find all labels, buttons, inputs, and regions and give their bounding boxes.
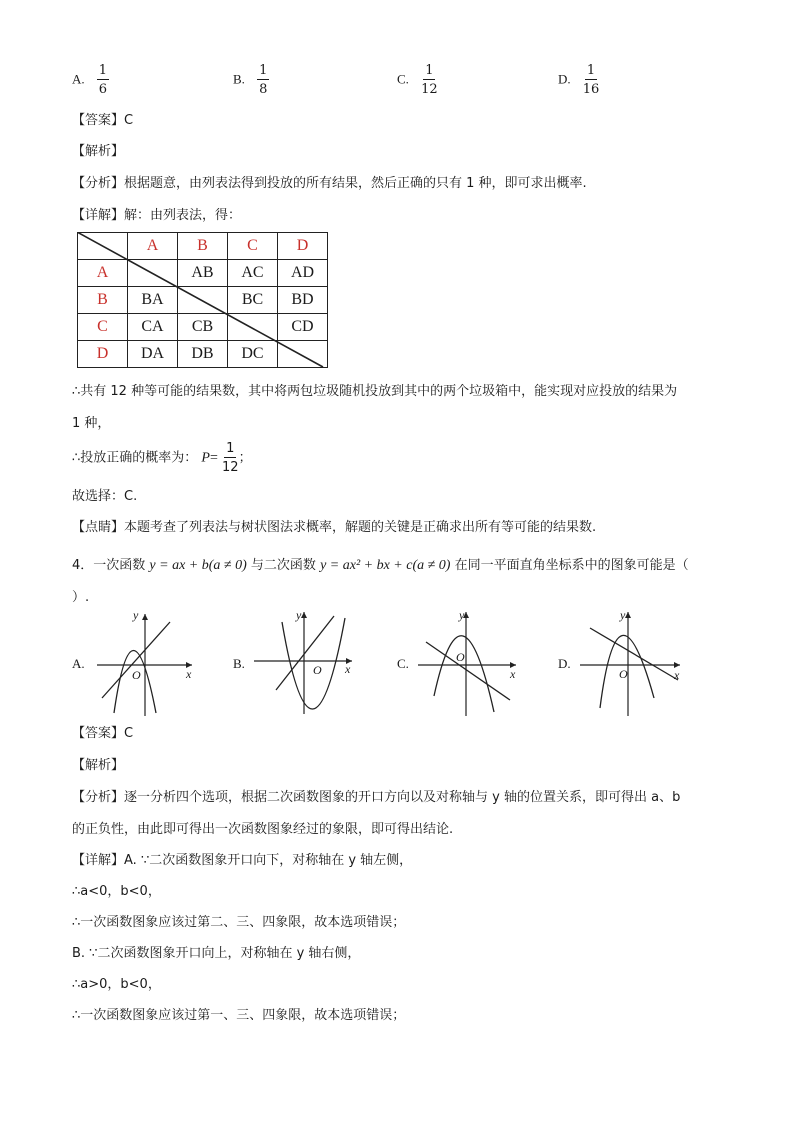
choose-line: 故选择：C.	[72, 489, 138, 504]
row-header: B	[78, 287, 128, 314]
y-axis-label: y	[133, 608, 139, 622]
stem-text: 在同一平面直角坐标系中的图象可能是（	[454, 558, 689, 573]
semicolon: ；	[238, 450, 252, 466]
stem-text: 与二次函数	[250, 558, 316, 573]
detail-label: 【详解】	[72, 853, 125, 868]
origin-label: O	[132, 668, 141, 682]
option-letter: B.	[233, 71, 245, 87]
detail-line: ∴a<0，b<0，	[72, 884, 161, 899]
option-letter: C.	[397, 71, 409, 87]
fenxi-line	[72, 786, 680, 805]
x-axis-label: x	[186, 667, 192, 681]
denominator: 8	[259, 82, 268, 97]
graph-letter-d: D.	[558, 656, 571, 671]
fenxi-label: 【分析】	[72, 790, 125, 805]
graph-letter-c: C.	[397, 656, 409, 671]
detail-line: ∴一次函数图象应该过第二、三、四象限，故本选项错误；	[72, 915, 406, 930]
result-line-2: 1 种，	[72, 416, 111, 431]
answer-label: 【答案】	[72, 726, 125, 741]
row-header: A	[78, 260, 128, 287]
x-axis-label: x	[345, 662, 351, 676]
origin-label: O	[619, 667, 628, 681]
fraction	[97, 64, 109, 96]
detail-line	[72, 849, 412, 868]
answer-label: 【答案】	[72, 113, 125, 128]
equals-sign: =	[209, 450, 218, 466]
row-header: C	[78, 314, 128, 341]
fraction	[421, 64, 438, 96]
fenxi-text: 根据题意，由列表法得到投放的所有结果，然后正确的只有 1 种，即可求出概率.	[124, 176, 587, 191]
denominator: 16	[582, 82, 600, 97]
y-axis-label: y	[296, 608, 302, 622]
numerator: 1	[586, 63, 596, 78]
linear-function: y = ax + b(a ≠ 0)	[149, 558, 247, 573]
stem-text: 4．一次函数	[72, 558, 146, 573]
row-header: D	[78, 341, 128, 368]
numerator: 1	[226, 441, 235, 456]
table-cell: CA	[128, 314, 178, 341]
numerator: 1	[98, 63, 108, 78]
table-cell: DB	[178, 341, 228, 368]
dianjing-line	[72, 516, 596, 535]
origin-label: O	[313, 663, 322, 677]
table-cell: BD	[278, 287, 328, 314]
origin-label: O	[456, 650, 465, 664]
graph-d	[578, 608, 688, 718]
denominator: 6	[98, 82, 108, 97]
answer-line	[72, 722, 133, 741]
fenxi-line	[72, 172, 587, 191]
option-a	[72, 64, 109, 96]
probability-symbol: P	[201, 450, 210, 466]
denominator: 12	[421, 82, 438, 97]
numerator: 1	[425, 63, 434, 78]
x-axis-label: x	[674, 668, 680, 682]
stem-close: ）.	[72, 590, 90, 605]
table-cell: CB	[178, 314, 228, 341]
answer-value: C	[124, 113, 134, 128]
quadratic-function: y = ax² + bx + c(a ≠ 0)	[320, 558, 451, 573]
detail-line	[72, 204, 241, 223]
table-diagonal	[77, 232, 325, 368]
table-cell: CD	[278, 314, 328, 341]
y-axis-label: y	[459, 608, 465, 622]
dianjing-text: 本题考查了列表法与树状图法求概率，解题的关键是正确求出所有等可能的结果数.	[124, 520, 597, 535]
x-axis-label: x	[510, 667, 516, 681]
option-c	[397, 64, 438, 96]
graph-c	[416, 608, 526, 718]
fraction	[583, 64, 600, 96]
denominator: 12	[222, 460, 239, 475]
probability-fraction	[222, 442, 239, 474]
table-cell: DA	[128, 341, 178, 368]
graph-letter-a: A.	[72, 656, 85, 671]
detail-label: 【详解】	[72, 208, 125, 223]
answer-line	[72, 109, 133, 128]
option-letter: A.	[72, 71, 85, 87]
y-axis-label: y	[620, 608, 626, 622]
question4-stem	[72, 554, 689, 574]
column-header: A	[128, 233, 178, 260]
fenxi-label: 【分析】	[72, 176, 125, 191]
column-header: C	[228, 233, 278, 260]
dianjing-label: 【点睛】	[72, 520, 125, 535]
probability-prefix: ∴投放正确的概率为：	[72, 450, 198, 466]
answer-value: C	[124, 726, 134, 741]
table-cell: AC	[228, 260, 278, 287]
option-letter: D.	[558, 71, 571, 87]
option-d	[558, 64, 599, 96]
table-cell: AB	[178, 260, 228, 287]
detail-line: ∴a>0，b<0，	[72, 977, 161, 992]
detail-line: B. ∵二次函数图象开口向上，对称轴在 y 轴右侧，	[72, 946, 361, 961]
table-cell: DC	[228, 341, 278, 368]
option-b	[233, 64, 269, 96]
probability-line	[72, 442, 252, 474]
fenxi-text: 逐一分析四个选项，根据二次函数图象的开口方向以及对称轴与 y 轴的位置关系，即可得出 a、b	[124, 790, 681, 805]
detail-text: 解：由列表法，得：	[124, 208, 242, 223]
detail-text: A. ∵二次函数图象开口向下，对称轴在 y 轴左侧，	[124, 853, 413, 868]
table-cell: BC	[228, 287, 278, 314]
analysis-label: 【解析】	[72, 144, 125, 159]
table-cell: BA	[128, 287, 178, 314]
fraction	[257, 64, 269, 96]
analysis-label: 【解析】	[72, 758, 125, 773]
column-header: D	[278, 233, 328, 260]
table-cell: AD	[278, 260, 328, 287]
graph-a	[92, 608, 202, 718]
result-line-1: ∴共有 12 种等可能的结果数，其中将两包垃圾随机投放到其中的两个垃圾箱中，能实现对应投放的结果为	[72, 384, 678, 399]
column-header: B	[178, 233, 228, 260]
numerator: 1	[259, 63, 268, 78]
fenxi-line-2: 的正负性，由此即可得出一次函数图象经过的象限，即可得出结论.	[72, 822, 454, 837]
graph-letter-b: B.	[233, 656, 245, 671]
detail-line: ∴一次函数图象应该过第一、三、四象限，故本选项错误；	[72, 1008, 406, 1023]
